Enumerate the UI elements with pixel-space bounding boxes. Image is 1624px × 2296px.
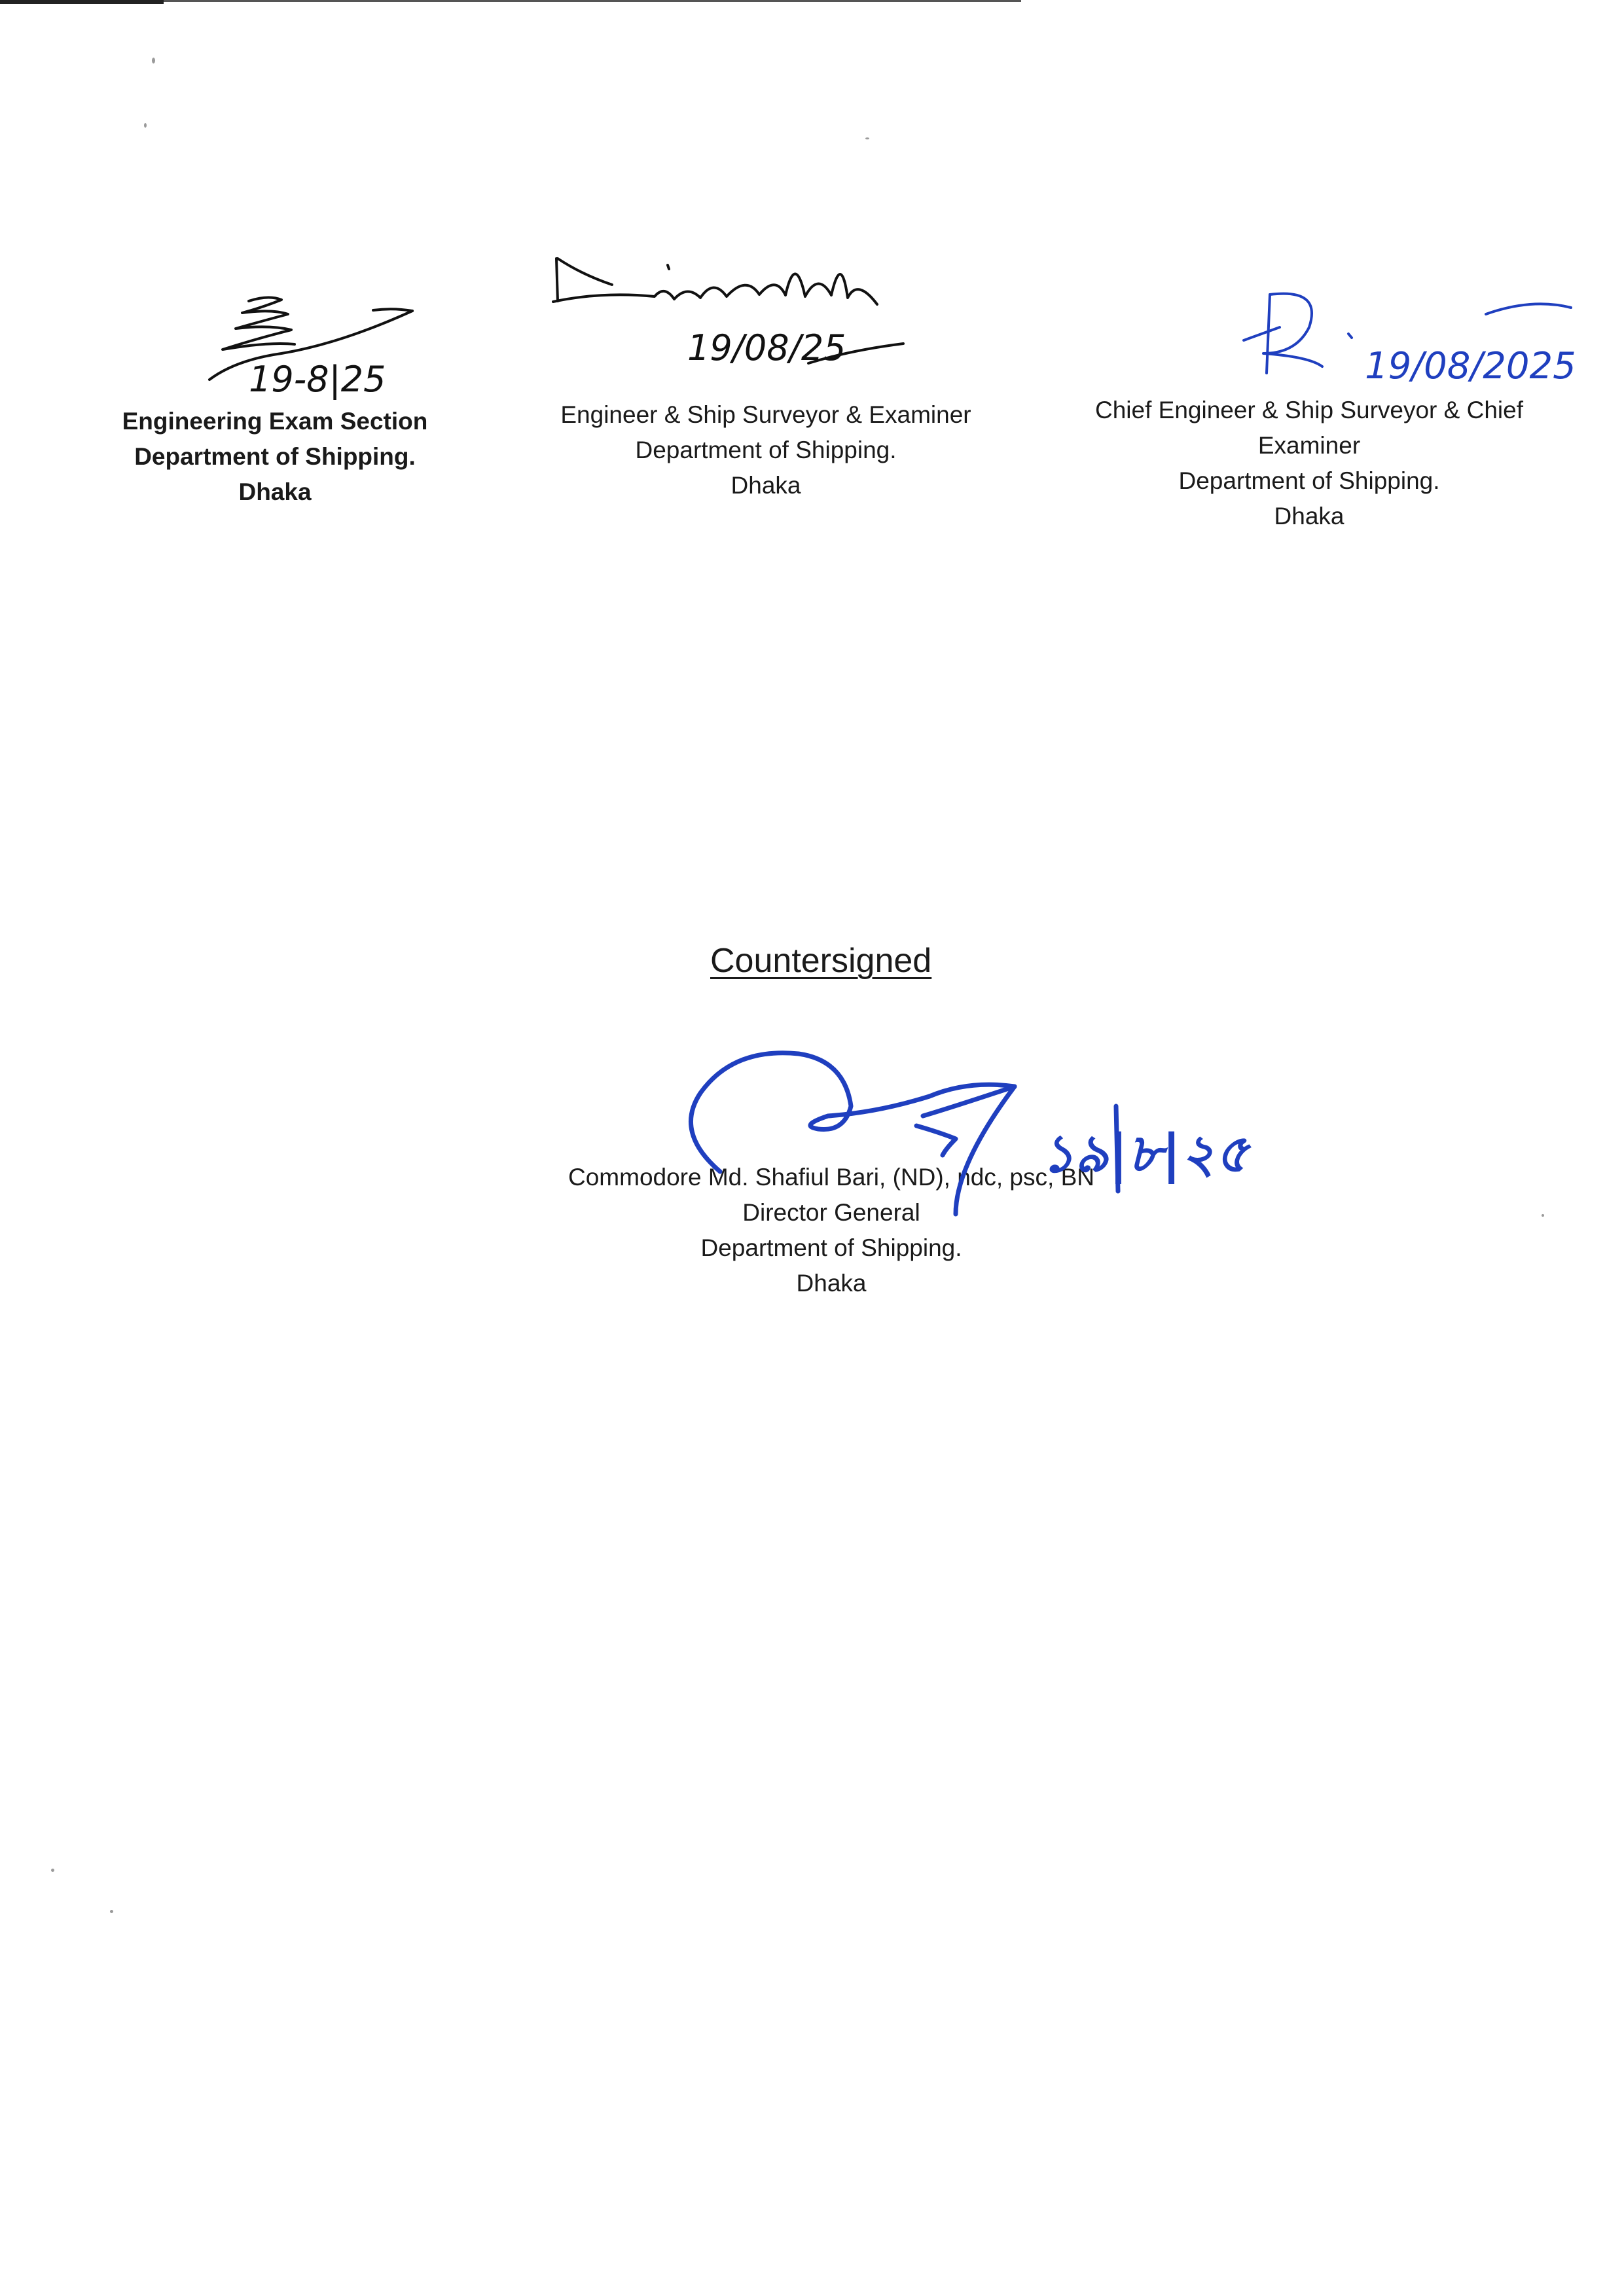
signatory-chief-engineer (1074, 393, 1545, 534)
countersigner-name: Commodore Md. Shafiul Bari, (ND), ndc, psc, BN (568, 1164, 1094, 1191)
signature-engineer-ship-surveyor (550, 239, 943, 383)
signatory-city: Dhaka (238, 478, 312, 505)
signatory-engineer-ship-surveyor (537, 397, 995, 503)
countersigner-title: Director General (742, 1199, 920, 1226)
signature-date-engineering-exam-section: 19-8|25 (249, 359, 386, 400)
scan-speck (865, 137, 869, 139)
scan-speck (110, 1910, 113, 1913)
signatory-title: Engineering Exam Section (122, 408, 428, 435)
signatory-engineering-exam-section (105, 404, 445, 510)
countersigner-department: Department of Shipping. (700, 1234, 962, 1261)
signatory-title: Engineer & Ship Surveyor & Examiner (560, 401, 971, 428)
scan-speck (152, 58, 155, 63)
signatory-title: Chief Engineer & Ship Surveyor & Chief (1094, 397, 1523, 423)
scan-top-edge (0, 0, 1021, 7)
scan-speck (144, 123, 147, 128)
signatory-city: Dhaka (731, 472, 801, 499)
signatory-department: Department of Shipping. (635, 437, 897, 463)
signature-date-director-general: ১৯|৮|২৫ (1041, 1123, 1250, 1184)
signature-director-general (648, 1034, 1290, 1296)
signature-engineering-exam-section (196, 281, 432, 412)
scan-speck (1542, 1214, 1544, 1217)
scan-speck (51, 1869, 54, 1872)
signatory-title-continued: Examiner (1257, 432, 1361, 459)
signature-date-chief-engineer: 19/08/2025 (1365, 345, 1576, 387)
signatory-department: Department of Shipping. (1178, 467, 1440, 494)
signatory-city: Dhaka (1274, 503, 1344, 529)
signatory-department: Department of Shipping. (134, 443, 416, 470)
countersigner-city: Dhaka (796, 1270, 867, 1297)
signature-date-engineer-ship-surveyor: 19/08/25 (687, 327, 846, 368)
countersigned-heading: Countersigned (710, 942, 932, 980)
